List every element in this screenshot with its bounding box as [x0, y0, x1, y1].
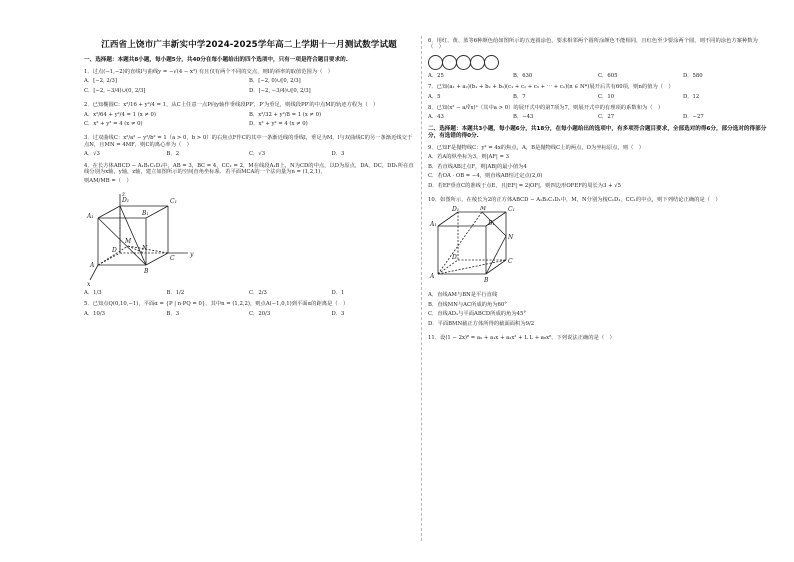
- q8-option-a[interactable]: A．43: [428, 114, 444, 121]
- q4-option-c[interactable]: C．2/3: [249, 289, 267, 296]
- q2-option-b[interactable]: B．x²/32 + y²/8 = 1 (x ≠ 0): [249, 111, 322, 118]
- fig4-label-d: D: [112, 246, 117, 254]
- cuboid-coordinate-figure: [84, 188, 204, 288]
- circle-2: [442, 55, 457, 70]
- q5-option-a[interactable]: A．10/3: [84, 310, 106, 317]
- q7-option-d[interactable]: D．12: [683, 93, 700, 100]
- fig4-label-z: z: [122, 190, 126, 198]
- question-11: [428, 335, 768, 341]
- q5-option-c[interactable]: C．20/3: [249, 310, 271, 317]
- fig4-label-y: y: [190, 250, 194, 258]
- q9-option-a[interactable]: A．若A的纵坐标为3，则|AF| = 3: [428, 154, 509, 161]
- question-1: [84, 69, 414, 97]
- q4-option-b[interactable]: B．1/2: [166, 289, 185, 296]
- fig4-label-c: C: [170, 254, 175, 262]
- section-2-heading: 二、选择题：本题共3小题，每小题6分，共18分，在每小题给出的选项中，有多项符合题目要求，全部选对的得6分，部分选对的得部分分，有选错的得0分.: [428, 125, 767, 140]
- question-6-stem: 6．用红、黄、蓝等6种颜色给如图所示的五连圆涂色，要求相邻两个圆所涂颜色不能相同，且红色至少要涂两个圆，则不同的涂色方案种数为（ ）: [428, 38, 758, 51]
- fig4-label-a1: A₁: [87, 212, 94, 220]
- fig10-label-m: M: [480, 206, 487, 213]
- fig10-label-b: B: [484, 277, 489, 285]
- fig4-label-x: x: [87, 280, 91, 288]
- question-4-options: [84, 290, 414, 296]
- q10-option-a[interactable]: A．直线AM与BN是平行直线: [428, 292, 498, 299]
- q6-option-b[interactable]: B．630: [513, 72, 533, 79]
- q8-option-b[interactable]: B．−43: [513, 114, 534, 121]
- q2-option-a[interactable]: A．x²/64 + y²/4 = 1 (x ≠ 0): [84, 111, 156, 118]
- five-circles-figure: [428, 55, 768, 70]
- q10-option-b[interactable]: B．直线MN与AC所成的角为60°: [428, 301, 507, 308]
- q9-option-d[interactable]: D．若EF垂直C的准线于点E，且|EF| = 2|OF|，则四边形OFEF的周长为3 + √5: [428, 182, 622, 189]
- fig10-label-d: D: [452, 254, 457, 262]
- q9-option-c[interactable]: C．若OA · OB = −4，则直线AB恒过定点(2,0): [428, 173, 543, 180]
- q1-option-d[interactable]: D．[−2, −3/4)∪[0, 2/3]: [249, 87, 311, 94]
- question-5-options: [84, 311, 414, 317]
- question-5-stem: 5．已知点Q(0,10,−1)，平面α = {P | n·PQ = 0}，其中n = (1,2,2)，则点A(−1,0,1)到平面α的距离是（ ）: [84, 301, 349, 308]
- section-1-heading: 一、选择题：本题共8小题，每小题5分，共40分在每小题给出的四个选项中，只有一项是符合题目要求的.: [84, 57, 348, 64]
- fig10-label-b1: B₁: [488, 220, 495, 228]
- q3-option-b[interactable]: B．2: [166, 151, 180, 158]
- fig4-label-n: N: [142, 244, 148, 252]
- q2-option-c[interactable]: C．x² + y² = 4 (x ≠ 0): [84, 121, 143, 128]
- question-10-stem: 10．如图所示，在棱长为2的正方体ABCD − A₁B₁C₁D₁中，M，N分别为棱C₁D₁，CC₁的中点，则下列结论正确的是（ ）: [428, 197, 721, 204]
- question-3: [84, 135, 414, 157]
- q9-option-b[interactable]: B．若直线AB过点F，则|AB|的最小值为4: [428, 163, 527, 170]
- question-7-options: [428, 94, 768, 100]
- question-9-stem: 9．已知F是抛物线C：y² = 4x的焦点，A，B是抛物线C上的两点，O为坐标原点，则（ ）: [428, 145, 644, 152]
- q10-option-d[interactable]: D．平面BMN截正方体所得的截面面积为9/2: [428, 320, 535, 327]
- question-8-stem: 8．已知(x² − a/∛x)ⁿ（其中a > 0）的展开式中的第7项为7，则展开式中的有理项的系数和为（ ）: [428, 105, 664, 112]
- fig4-label-m: M: [125, 237, 132, 245]
- right-column: [428, 38, 768, 345]
- fig10-label-c1: C₁: [508, 206, 515, 214]
- question-11-stem: 11．设(1 − 2x)⁸ = a₀ + a₁x + a₂x² + L L + a₈x⁸，下列说法正确的是（ ）: [428, 335, 615, 342]
- fig4-label-b: B: [144, 267, 149, 275]
- q3-option-a[interactable]: A．√3: [84, 151, 100, 158]
- cube-figure: [428, 206, 538, 290]
- q1-option-a[interactable]: A．[−2, 2/3]: [84, 78, 117, 85]
- q1-option-c[interactable]: C．[−2, −3/4)∪(0, 2/3]: [84, 87, 146, 94]
- question-7: [428, 84, 768, 100]
- column-divider: [421, 36, 422, 541]
- fig10-label-c: C: [508, 258, 513, 266]
- q10-option-c[interactable]: C．直线AD₁与平面ABCD所成的角为45°: [428, 311, 527, 318]
- q6-option-a[interactable]: A．25: [428, 72, 444, 79]
- q4-option-d[interactable]: D．1: [331, 289, 345, 296]
- fig10-label-a1: A₁: [430, 221, 437, 229]
- question-7-stem: 7．已知(a₁ + a₂)(b₁ + b₂ + b₃)(c₁ + c₂ + c₃ + ⋯ + cₙ)(n ∈ N*)展开后共有60项，则n的值为（ ）: [428, 84, 674, 91]
- question-3-stem: 3．过双曲线C：x²/a² − y²/b² = 1（a > 0，b > 0）的右焦点F作C的其中一条渐近线的垂线l，垂足为M，l与双曲线C的另一条渐近线交于点N，且MN = 4MF，则C的离心率为（ ）: [84, 135, 413, 148]
- circle-3: [456, 55, 471, 70]
- question-10-options: [428, 292, 768, 330]
- q8-option-d[interactable]: D．−27: [683, 114, 704, 121]
- q4-option-a[interactable]: A．1/3: [84, 289, 102, 296]
- question-4-stem-2: 则AM/MB =（ ）: [84, 178, 132, 185]
- fig10-label-n: N: [508, 234, 514, 242]
- fig4-label-b1: B₁: [142, 209, 149, 217]
- question-2-stem: 2．已知椭圆C：x²/16 + y²/4 = 1，从C上任意一点P向y轴作垂线段PP′，P′为垂足，则线段PP′的中点M的轨迹方程为（ ）: [84, 102, 379, 109]
- q7-option-b[interactable]: B．7: [513, 93, 526, 100]
- circle-5: [484, 55, 499, 70]
- left-column: [84, 38, 414, 322]
- q5-option-b[interactable]: B．3: [166, 310, 180, 317]
- question-4-stem: 4．在长方体ABCD − A₁B₁C₁D₁中，AB = 3，BC = 4，CC₁ = 2，M在线段A₁B上，N为CD的中点，以D为原点，DA，DC，DD₁所在直线分别为x轴，y轴，z轴，建立如图所示的空间直角坐标系．若平面MCA的一个法向量为n = (1,2,1)，: [84, 162, 414, 176]
- question-10: [428, 197, 768, 330]
- q1-option-b[interactable]: B．[−2, 0)∪[0, 2/3]: [249, 78, 301, 85]
- fig10-label-a: A: [430, 273, 435, 281]
- question-2: [84, 102, 414, 130]
- question-8-options: [428, 114, 768, 120]
- question-8: [428, 105, 768, 121]
- question-6: [428, 38, 768, 79]
- fig4-label-c1: C₁: [170, 197, 177, 205]
- q5-option-d[interactable]: D．3: [331, 310, 345, 317]
- exam-title: 江西省上饶市广丰新实中学2024-2025学年高二上学期十一月测试数学试题: [101, 40, 397, 50]
- circle-4: [470, 55, 485, 70]
- question-3-options: [84, 151, 414, 157]
- q3-option-c[interactable]: C．√3: [249, 151, 266, 158]
- question-5: [84, 301, 414, 317]
- question-9-options: [428, 154, 768, 192]
- question-1-options: [84, 78, 414, 97]
- q2-option-d[interactable]: D．x² + y² = 4 (x ≠ 0): [249, 121, 308, 128]
- q3-option-d[interactable]: D．3: [331, 151, 345, 158]
- question-2-options: [84, 112, 414, 131]
- q7-option-a[interactable]: A．5: [428, 93, 441, 100]
- circle-1: [428, 55, 443, 70]
- question-9: [428, 145, 768, 192]
- q7-option-c[interactable]: C．10: [598, 93, 615, 100]
- fig4-label-a: A: [90, 261, 95, 269]
- fig4-label-d1: D₁: [122, 196, 130, 204]
- question-1-stem: 1．过点(−1,−2)的直线l与曲线y = −√(4 − x²) 有且仅有两个不同的交点，则l的斜率的取值范围为（ ）: [84, 69, 334, 75]
- fig10-label-d1: D₁: [452, 206, 460, 214]
- q6-option-c[interactable]: C．605: [598, 72, 618, 79]
- question-6-options: [428, 73, 768, 79]
- q8-option-c[interactable]: C．27: [598, 114, 615, 121]
- question-4: [84, 163, 414, 297]
- q6-option-d[interactable]: D．580: [683, 72, 703, 79]
